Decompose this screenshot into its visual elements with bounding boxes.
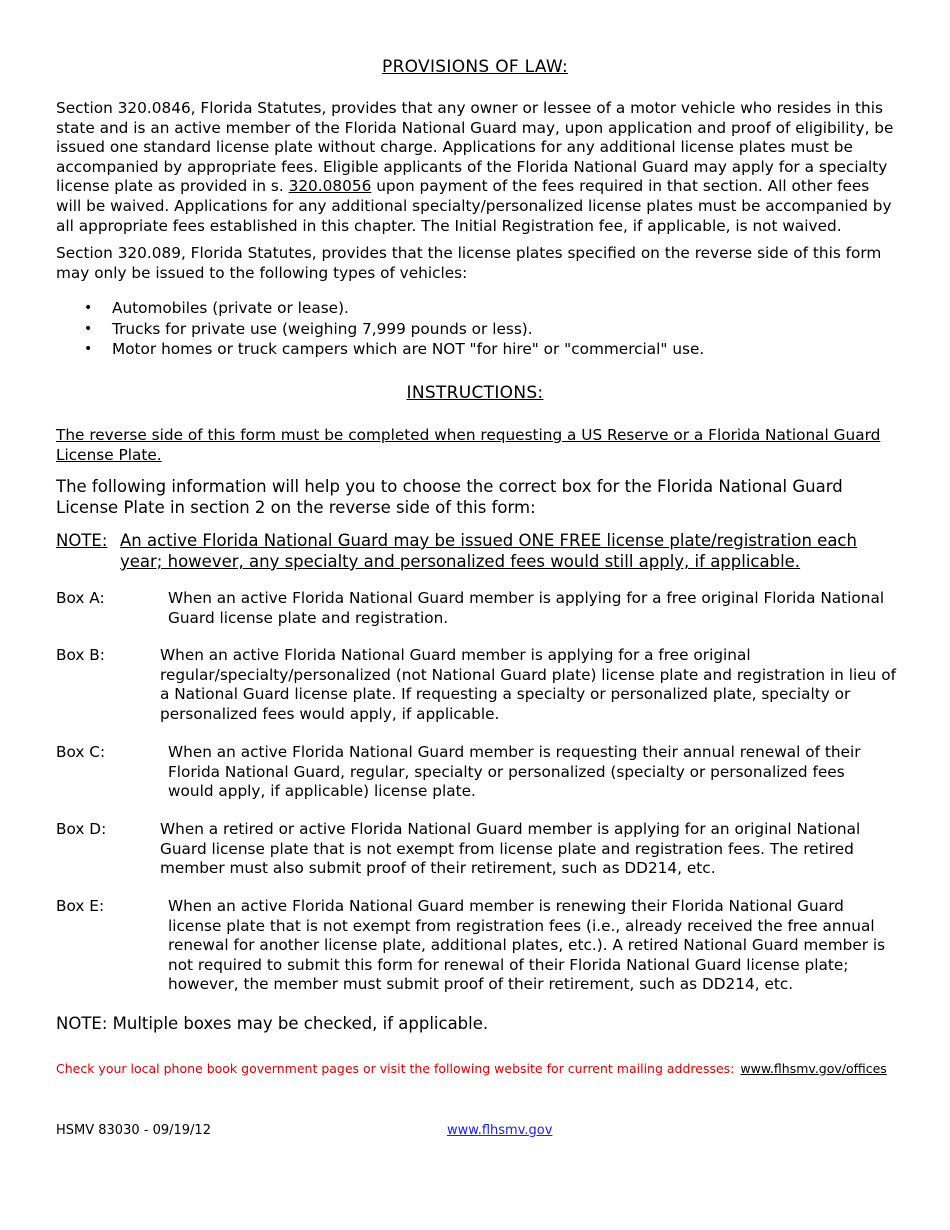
box-b-label: Box B: bbox=[56, 646, 105, 664]
box-c-text: When an active Florida National Guard member is requesting their annual renewal of their Florida National Guard, regular, specialty or personalized (specialty or personalized fees would apply, if applicable) license plate. bbox=[168, 743, 861, 800]
box-d-instruction bbox=[56, 820, 896, 882]
form-id: HSMV 83030 - 09/19/12 bbox=[56, 1123, 211, 1138]
list-item: • Motor homes or truck campers which are NOT "for hire" or "commercial" use. bbox=[56, 339, 896, 360]
instructions-heading: INSTRUCTIONS: bbox=[406, 383, 544, 403]
list-item: • Trucks for private use (weighing 7,999 pounds or less). bbox=[56, 319, 896, 340]
box-d-label: Box D: bbox=[56, 820, 107, 838]
website-link[interactable]: www.flhsmv.gov bbox=[447, 1123, 553, 1138]
box-b-instruction bbox=[56, 646, 896, 728]
statute-link[interactable]: 320.08056 bbox=[288, 177, 372, 196]
provisions-paragraph-1-end: upon payment of the fees required in that section. All other fees will be waived. Applications for any additional specialty/personalized license plates must be accompanied by all appropriate fees established in this chapter. The Initial Registration fee, if applicable, is not waived. bbox=[56, 177, 892, 235]
provisions-paragraph-2: Section 320.089, Florida Statutes, provides that the license plates specified on the reverse side of this form may only be issued to the following types of vehicles: bbox=[56, 244, 882, 282]
box-c-instruction bbox=[56, 743, 896, 805]
provisions-paragraph-1 bbox=[56, 99, 896, 236]
box-a-text: When an active Florida National Guard member is applying for a free original Florida National Guard license plate and registration. bbox=[168, 589, 885, 627]
box-b-text: When an active Florida National Guard member is applying for a free original regular/specialty/personalized (not National Guard plate) license plate and registration in lieu of a National Guard license plate. If requesting a specialty or personalized plate, specialty or personalized fees would apply, if applicable. bbox=[160, 646, 896, 723]
provisions-heading: PROVISIONS OF LAW: bbox=[382, 57, 568, 77]
box-e-instruction bbox=[56, 897, 896, 997]
box-a-instruction bbox=[56, 589, 896, 634]
box-c-label: Box C: bbox=[56, 743, 106, 761]
instructions-intro: The following information will help you to choose the correct box for the Florida National Guard License Plate in section 2 on the reverse side of this form: bbox=[56, 477, 843, 517]
offices-link[interactable]: www.flhsmv.gov/offices bbox=[740, 1061, 887, 1076]
contact-text: Check your local phone book government pages or visit the following website for current mailing addresses: bbox=[56, 1061, 735, 1076]
instructions-underlined-note: The reverse side of this form must be completed when requesting a US Reserve or a Florida National Guard License Plate. bbox=[56, 426, 881, 464]
box-a-label: Box A: bbox=[56, 589, 105, 607]
list-item: • Automobiles (private or lease). bbox=[56, 298, 896, 319]
note-text: An active Florida National Guard may be issued ONE FREE license plate/registration each year; however, any specialty and personalized fees would still apply, if applicable. bbox=[120, 531, 857, 571]
note-label: NOTE: bbox=[56, 531, 108, 550]
final-note: NOTE: Multiple boxes may be checked, if applicable. bbox=[56, 1014, 489, 1033]
contact-instructions bbox=[56, 1061, 887, 1076]
box-e-label: Box E: bbox=[56, 897, 105, 915]
box-e-text: When an active Florida National Guard member is renewing their Florida National Guard license plate that is not exempt from registration fees (i.e., already received the free annual renewal for another license plate, additional plates, etc.). A retired National Guard member is not required to submit this form for renewal of their Florida National Guard license plate; however, the member must submit proof of their retirement, such as DD214, etc. bbox=[168, 897, 886, 993]
box-d-text: When a retired or active Florida National Guard member is applying for an original National Guard license plate that is not exempt from license plate and registration fees. The retired member must also submit proof of their retirement, such as DD214, etc. bbox=[160, 820, 861, 877]
provisions-paragraph-1-start: Section 320.0846, Florida Statutes, provides that any owner or lessee of a motor vehicle who resides in this state and is an active member of the Florida National Guard may, upon application and proof of eligibility, be issued one standard license plate without charge. Applications for any additional license plates must be accompanied by appropriate fees. Eligible applicants of the Florida National Guard may apply for a specialty license plate as provided in s. bbox=[56, 99, 894, 196]
vehicle-type-list bbox=[56, 298, 896, 360]
